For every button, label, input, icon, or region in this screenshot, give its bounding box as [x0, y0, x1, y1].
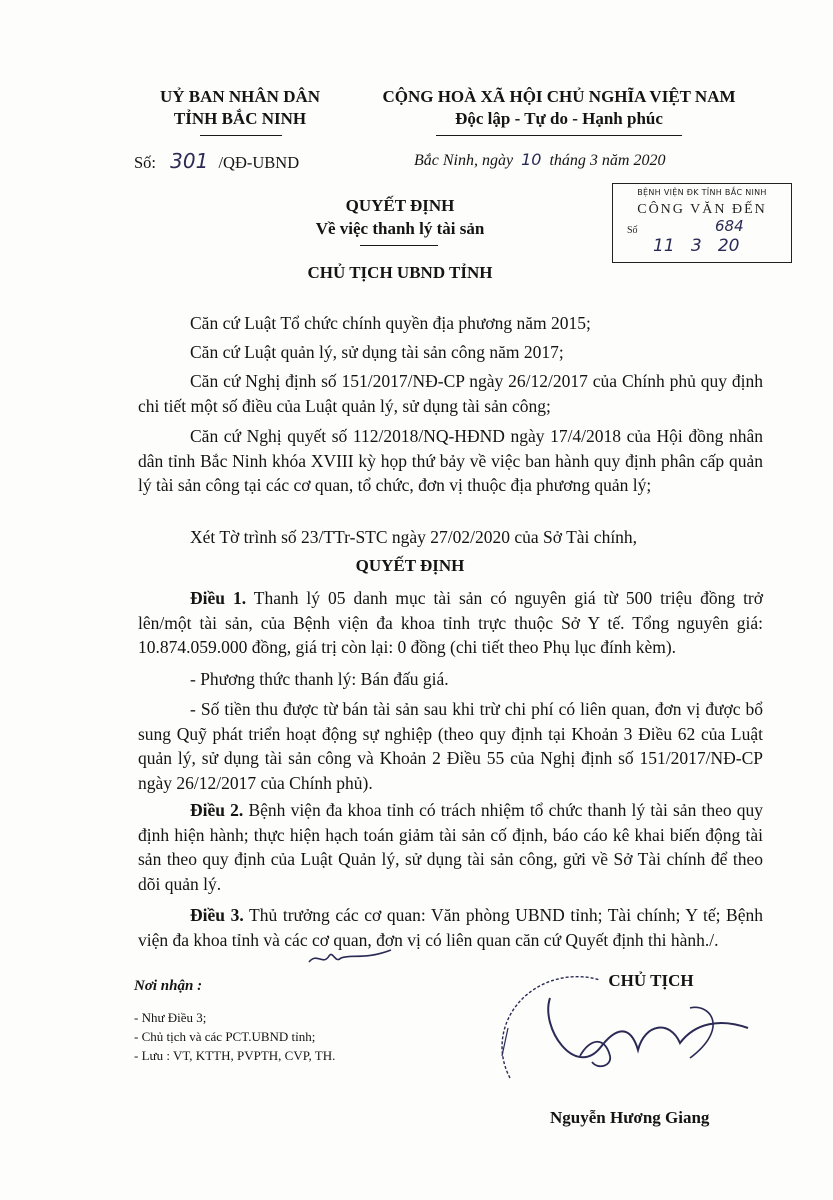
- basis-4: Căn cứ Nghị quyết số 112/2018/NQ-HĐND ngày 17/4/2018 của Hội đồng nhân dân tỉnh Bắc Ninh khóa XVIII kỳ họp thứ bảy về việc ban hành quy định phân cấp quản lý tài sản công tại các cơ quan, tổ chức, đơn vị thuộc địa phương quản lý;: [138, 426, 763, 495]
- authority-title: CHỦ TỊCH UBND TỈNH: [307, 263, 493, 282]
- signer-name: Nguyễn Hương Giang: [550, 1108, 710, 1127]
- recipient-item: - Chủ tịch và các PCT.UBND tỉnh;: [134, 1029, 316, 1044]
- doc-type: QUYẾT ĐỊNH: [345, 196, 455, 215]
- issuer-underline: [200, 135, 282, 136]
- stamp-title: CÔNG VĂN ĐẾN: [637, 202, 767, 217]
- article-2: [138, 798, 763, 896]
- date-year: 2020: [633, 152, 666, 169]
- motto-underline: [436, 135, 682, 136]
- date-place: Bắc Ninh, ngày: [414, 152, 514, 169]
- article-3-label: Điều 3.: [190, 905, 244, 925]
- recipients-list: [134, 1008, 454, 1065]
- recipient-item: - Như Điều 3;: [134, 1010, 207, 1025]
- recipients-heading: Nơi nhận :: [134, 978, 203, 994]
- basis-5: Xét Tờ trình số 23/TTr-STC ngày 27/02/2020 của Sở Tài chính,: [190, 527, 638, 547]
- stamp-number-label: Số: [627, 225, 638, 236]
- basis-2: Căn cứ Luật quản lý, sử dụng tài sản công năm 2017;: [190, 342, 564, 362]
- stamp-date-handwritten: 11 3 20: [653, 236, 740, 256]
- initial-mark: [305, 944, 395, 974]
- document-number: [134, 149, 374, 176]
- national-motto: Độc lập - Tự do - Hạnh phúc: [455, 109, 663, 128]
- article-2-text: Bệnh viện đa khoa tỉnh có trách nhiệm tổ chức thanh lý tài sản theo quy định hiện hành; thực hiện hạch toán giảm tài sản cố định, báo cáo kê khai biến động tài sản theo quy định của Luật Quản lý, sử dụng tài sản công, gửi về Sở Tài chính để theo dõi quản lý.: [138, 800, 764, 894]
- recipient-item: - Lưu : VT, KTTH, PVPTH, CVP, TH.: [134, 1048, 336, 1063]
- signature-stroke: [548, 998, 748, 1057]
- stamp-number-handwritten: 684: [715, 217, 744, 235]
- national-name: CỘNG HOÀ XÃ HỘI CHỦ NGHĨA VIỆT NAM: [382, 87, 736, 106]
- subject-underline: [360, 245, 438, 246]
- received-stamp: [612, 183, 792, 263]
- number-prefix: Số:: [134, 153, 157, 172]
- issuer-block: [140, 86, 340, 130]
- basis-1: Căn cứ Luật Tổ chức chính quyền địa phương năm 2015;: [190, 313, 591, 333]
- article-3-text: Thủ trưởng các cơ quan: Văn phòng UBND tỉnh; Tài chính; Y tế; Bệnh viện đa khoa tỉnh và các cơ quan, đơn vị có liên quan căn cứ Quyết định thi hành./.: [138, 905, 763, 950]
- basis-3: Căn cứ Nghị định số 151/2017/NĐ-CP ngày 26/12/2017 của Chính phủ quy định chi tiết một số điều của Luật quản lý, sử dụng tài sản công;: [138, 371, 763, 416]
- official-seal-and-signature: [480, 968, 750, 1118]
- stamp-hospital-name: BỆNH VIỆN ĐK TỈNH BẮC NINH: [637, 188, 767, 197]
- article-2-label: Điều 2.: [190, 800, 244, 820]
- document-date: [414, 150, 734, 170]
- national-motto-block: [365, 86, 753, 130]
- issuer-line2: TỈNH BẮC NINH: [173, 109, 307, 128]
- date-month: tháng 3 năm: [549, 152, 630, 169]
- number-handwritten: 301: [170, 149, 209, 173]
- decision-heading: QUYẾT ĐỊNH: [355, 556, 465, 575]
- article-1-method: - Phương thức thanh lý: Bán đấu giá.: [190, 669, 449, 689]
- issuer-line1: UỶ BAN NHÂN DÂN: [159, 87, 321, 106]
- article-1-label: Điều 1.: [190, 588, 247, 608]
- date-day: 10: [521, 150, 542, 169]
- article-3: [138, 903, 763, 952]
- signer-title: CHỦ TỊCH: [608, 971, 694, 990]
- doc-subject: Về việc thanh lý tài sản: [315, 219, 485, 238]
- article-1-text: Thanh lý 05 danh mục tài sản có nguyên giá từ 500 triệu đồng trở lên/một tài sản, của Bệnh viện đa khoa tỉnh trực thuộc Sở Y tế. Tổng nguyên giá: 10.874.059.000 đồng, giá trị còn lại: 0 đồng (chi tiết theo Phụ lục đính kèm).: [138, 588, 764, 657]
- article-1-proceeds: - Số tiền thu được từ bán tài sản sau khi trừ chi phí có liên quan, đơn vị được bổ sung Quỹ phát triển hoạt động sự nghiệp (theo quy định tại Khoản 3 Điều 62 của Luật quản lý, sử dụng tài sản công và Khoản 2 Điều 55 của Nghị định số 151/2017/NĐ-CP ngày 26/12/2017 của Chính phủ).: [138, 699, 763, 793]
- article-1: [138, 586, 763, 660]
- number-suffix: /QĐ-UBND: [218, 153, 300, 172]
- recipients-block: [134, 978, 454, 1065]
